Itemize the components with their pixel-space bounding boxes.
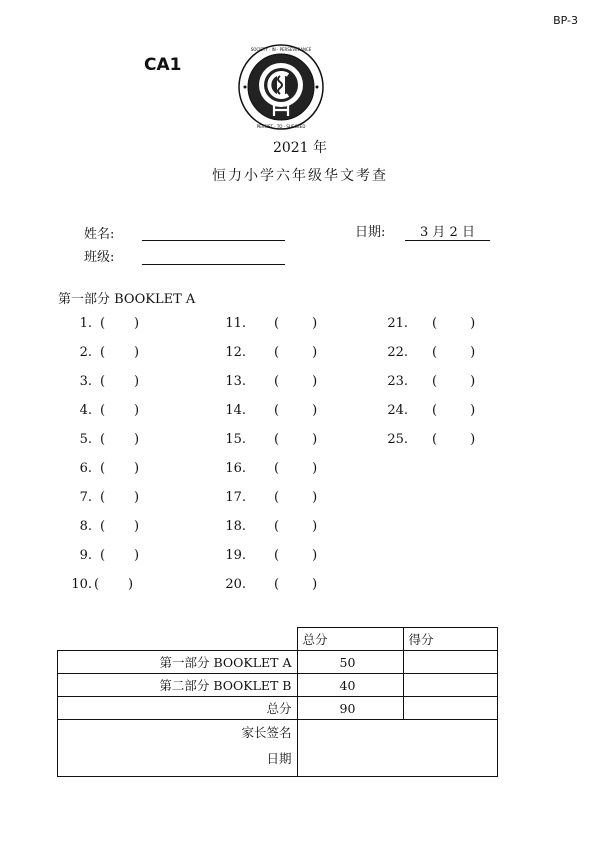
score-table xyxy=(57,627,498,777)
answer-item[interactable]: 22. ( ) xyxy=(378,341,475,360)
question-number: 12. xyxy=(225,345,246,360)
signature-labels xyxy=(58,720,298,777)
question-number: 11. xyxy=(225,316,246,331)
question-number: 15. xyxy=(225,432,246,447)
score-table-header-row xyxy=(58,628,498,651)
header-total: 总分 xyxy=(297,628,403,651)
date-field[interactable] xyxy=(405,240,490,241)
question-number: 25. xyxy=(387,432,408,447)
question-number: 3. xyxy=(79,374,92,389)
row-score[interactable] xyxy=(403,674,497,697)
answer-item[interactable]: 1. ( ) xyxy=(62,312,139,331)
question-number: 14. xyxy=(225,403,246,418)
svg-text:PERSIST · TO · SUCCEED: PERSIST · TO · SUCCEED xyxy=(256,124,306,129)
answer-item[interactable]: 8. ( ) xyxy=(62,515,139,534)
answer-item[interactable]: 13. ( ) xyxy=(216,370,317,389)
answer-item[interactable]: 14. ( ) xyxy=(216,399,317,418)
answer-item[interactable]: 19. ( ) xyxy=(216,544,317,563)
row-score[interactable] xyxy=(403,697,497,720)
question-number: 2. xyxy=(79,345,92,360)
answer-item[interactable]: 15. ( ) xyxy=(216,428,317,447)
question-number: 4. xyxy=(79,403,92,418)
table-row xyxy=(58,697,498,720)
name-field[interactable] xyxy=(142,240,285,241)
class-label: 班级: xyxy=(84,250,115,265)
question-number: 18. xyxy=(225,519,246,534)
answer-item[interactable]: 11. ( ) xyxy=(216,312,317,331)
class-field[interactable] xyxy=(142,264,285,265)
paper-label: CA1 xyxy=(144,55,182,75)
answer-item[interactable]: 5. ( ) xyxy=(62,428,139,447)
row-score[interactable] xyxy=(403,651,497,674)
question-number: 20. xyxy=(225,577,246,592)
signature-field[interactable] xyxy=(297,720,497,777)
answer-item[interactable]: 21. ( ) xyxy=(378,312,475,331)
answer-item[interactable]: 23. ( ) xyxy=(378,370,475,389)
answer-item[interactable]: 20. ( ) xyxy=(216,573,317,592)
answer-item[interactable]: 10. ( ) xyxy=(62,573,133,592)
answer-item[interactable]: 2. ( ) xyxy=(62,341,139,360)
answer-item[interactable]: 3. ( ) xyxy=(62,370,139,389)
section-title: 第一部分 BOOKLET A xyxy=(58,292,196,307)
name-label: 姓名: xyxy=(84,227,115,242)
signature-label: 家长签名 xyxy=(241,725,292,740)
answer-item[interactable]: 4. ( ) xyxy=(62,399,139,418)
answer-item[interactable]: 17. ( ) xyxy=(216,486,317,505)
exam-title: 恒力小学六年级华文考查 xyxy=(212,168,388,184)
svg-text:SOCIETY · IN · PERSEVERANCE: SOCIETY · IN · PERSEVERANCE xyxy=(250,47,312,52)
question-number: 16. xyxy=(225,461,246,476)
question-number: 22. xyxy=(387,345,408,360)
answer-item[interactable]: 6. ( ) xyxy=(62,457,139,476)
date-value: 3 月 2 日 xyxy=(420,225,475,240)
question-number: 13. xyxy=(225,374,246,389)
answer-item[interactable]: 25. ( ) xyxy=(378,428,475,447)
row-total: 90 xyxy=(297,697,403,720)
question-number: 5. xyxy=(79,432,92,447)
header-score: 得分 xyxy=(403,628,497,651)
question-number: 7. xyxy=(79,490,92,505)
signature-date-label: 日期 xyxy=(266,751,292,766)
answer-item[interactable]: 12. ( ) xyxy=(216,341,317,360)
table-row xyxy=(58,651,498,674)
question-number: 8. xyxy=(79,519,92,534)
row-label: 第二部分 BOOKLET B xyxy=(58,674,298,697)
answer-item[interactable]: 18. ( ) xyxy=(216,515,317,534)
school-logo-icon xyxy=(236,42,326,132)
table-row xyxy=(58,674,498,697)
answer-item[interactable]: 7. ( ) xyxy=(62,486,139,505)
question-number: 17. xyxy=(225,490,246,505)
header-spacer xyxy=(58,628,298,651)
question-number: 23. xyxy=(387,374,408,389)
answer-item[interactable]: 24. ( ) xyxy=(378,399,475,418)
row-total: 40 xyxy=(297,674,403,697)
signature-row xyxy=(58,720,498,777)
question-number: 24. xyxy=(387,403,408,418)
exam-year: 2021 年 xyxy=(272,140,328,156)
question-number: 19. xyxy=(225,548,246,563)
question-number: 21. xyxy=(387,316,408,331)
question-number: 10. xyxy=(71,577,92,592)
answer-item[interactable]: 9. ( ) xyxy=(62,544,139,563)
question-number: 6. xyxy=(79,461,92,476)
date-label: 日期: xyxy=(355,225,386,240)
answer-item[interactable]: 16. ( ) xyxy=(216,457,317,476)
row-label: 第一部分 BOOKLET A xyxy=(58,651,298,674)
question-number: 1. xyxy=(79,316,92,331)
page-code: BP-3 xyxy=(553,14,578,27)
question-number: 9. xyxy=(79,548,92,563)
row-total: 50 xyxy=(297,651,403,674)
row-label: 总分 xyxy=(58,697,298,720)
